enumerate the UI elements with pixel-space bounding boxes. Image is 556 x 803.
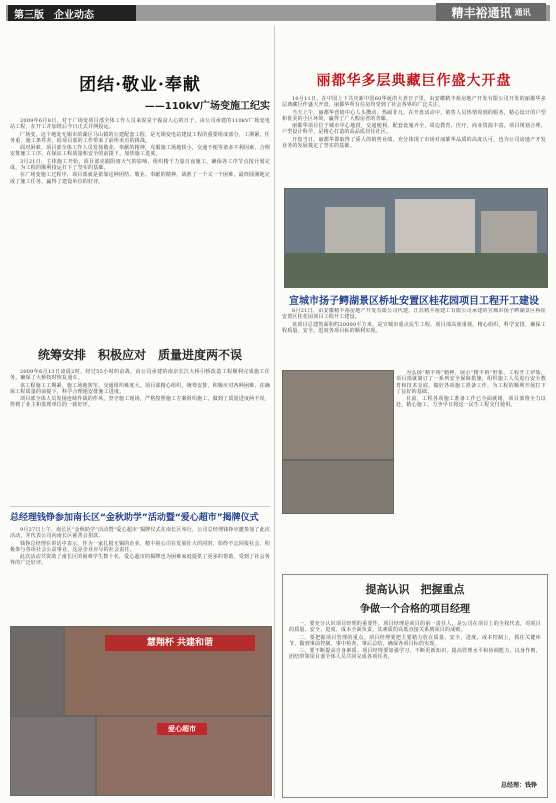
article-charity-event: [10, 510, 270, 622]
article-title: 宣城市扬子鳄湖景区桥址安置区桂花园项目工程开工建设: [289, 296, 539, 307]
newspaper-name-text: 精丰裕通讯: [451, 5, 512, 20]
paragraph: 二、要把握项目管理的重点。项目经理要把主要精力放在质量、安全、进度、成本控制上，抓住关键环节，做到事前控制、事中检查、事后总结，确保各项目标的实现。: [289, 634, 541, 647]
article-body: [10, 527, 270, 567]
building-shape: [395, 199, 475, 253]
photo-building-complex: [284, 188, 548, 288]
paragraph: 目前，工程各项施工准备工作已全面就绪，项目部将全力以赴，精心施工，力争早日将这一民生工程交付使用。: [396, 396, 546, 409]
section-name: 企业动态: [54, 9, 94, 21]
paragraph: 2009年6月13日凌晨2时，经过55小时的奋战，由公司承建的南京长江大桥引桥改造工程顺利完成施工任务，确保了大桥按时恢复通车。: [10, 369, 270, 382]
article-body: [10, 369, 270, 409]
photo-speaker: [10, 626, 64, 716]
article-body: [10, 118, 270, 185]
article-title: 总经理钱铮参加南长区“金秋助学”活动暨“爱心超市”揭牌仪式: [10, 513, 259, 523]
paragraph: 为弘扬“精丰裕”精神，展示“精丰裕”形象，工程开工伊始，项目部就制订了一系列安全保障措施，组织施工人员进行安全教育和技术交底，做好各项施工准备工作，为工程的顺利开展打下了良好的基础。: [396, 370, 546, 395]
paragraph: 9月27日上午，南长区“金秋助学”活动暨“爱心超市”揭牌仪式在南长区举行，公司总经理钱铮应邀参加了此次活动，并代表公司向南长区慈善会捐款。: [10, 527, 270, 540]
section-divider: [10, 506, 270, 507]
article-subtitle: ——110kV广场变施工纪实: [144, 101, 270, 112]
column-divider: [274, 26, 275, 798]
event-banner: 慧翔杯 共建和谐: [105, 635, 255, 651]
article-signature: 总经理：钱铮: [500, 782, 537, 789]
article-project-manager: [289, 581, 541, 791]
paragraph: 一、要充分认识项目经理的重要性。项目经理是项目的第一责任人，是公司在项目上的全权代表，对项目的质量、安全、进度、成本全面负责，其素质的高低直接关系到项目的成败。: [289, 621, 541, 634]
section-label: [8, 5, 136, 21]
article-title: 丽都华多层典藏巨作盛大开盘: [316, 73, 512, 89]
paragraph: 丽都华项目位于城市中心地段，交通便利，配套设施齐全，周边教育、医疗、商业资源丰富。项目规划合理，户型设计科学，是精心打造的高品质居住社区。: [282, 123, 546, 136]
article-bridge-project: [10, 346, 270, 504]
article-title: 团结·敬业·奉献: [79, 75, 201, 95]
paragraph: 面对困难，项目部全体工作人员发扬敬业、奉献的精神，克服施工场地狭小，交通不便等诸多不利因素，合理安排施工工序，在保证工程质量和安全的前提下，加快施工进度。: [10, 145, 270, 158]
paragraph: 3月21日，主体施工开始，项目部克服阴雨天气的影响，组织精干力量日夜施工，确保各工序节点按计划完成，为工程的顺利投运打下了坚实的基础。: [10, 158, 270, 172]
paragraph: 在广场变施工过程中，项目部就是依靠这种团结、敬业、奉献的精神，战胜了一个又一个困难，最终圆满地完成了施工任务，赢得了建设单位的好评。: [10, 172, 270, 185]
photo-ribbon-cutting: [96, 716, 272, 796]
photo-guest: [10, 716, 96, 796]
paragraph: 2009年6月8日，对于广场变项目部全体工作人员来说是个振奋人心的日子，由公司承建的110kV广场变电站工程，在开工并加班后今日正式并网投运。: [10, 118, 270, 131]
article-guangchang-substation: [10, 70, 270, 340]
paragraph: 广场变，这个地处无锡市滨湖区马山镇的公建配套工程，是无锡变电站建设工程的重要组成部分，工期紧，任务重，施工条件差，给项目部的工作带来了前所未有的挑战。: [10, 131, 270, 144]
article-guihua-body-top: [282, 308, 546, 368]
paragraph: 三、要不断提高自身素质。项目经理要加强学习，不断更新知识，提高管理水平和协调能力，以身作则，团结带领项目部全体人员共同完成各项任务。: [289, 648, 541, 661]
article-project-manager-box: [282, 574, 548, 798]
photo-ground: [285, 253, 547, 287]
paragraph: 8月21日，由安徽精丰裕房地产开发有限公司代建、江苏精丰裕建工有限公司承建的宣城市扬子鳄湖景区桥址安置区桂花园项目工程开工建设。: [282, 308, 546, 321]
article-title: 统筹安排 积极应对 质量进度两不误: [37, 348, 242, 362]
paragraph: 10月11日，在中国上下共庆新中国60华诞的大喜日子里，由安徽精丰裕房地产开发有限公司开发的丽都华多层典藏巨作盛大开盘，丽都华所有住房均受到了社会各界的广泛关注。: [282, 96, 546, 109]
building-shape: [481, 211, 537, 253]
paragraph: 该项目总建筑面积约20000平方米，是宣城市重点民生工程。项目部高度重视，精心组织，科学安排，确保工程质量、安全、进度各项目标的顺利实现。: [282, 321, 546, 334]
photo-construction-crowd: [282, 370, 394, 460]
section-number: 第三版: [14, 9, 44, 21]
paragraph: 该工程施工工期紧，施工场地狭窄，交通组织难度大。项目部精心组织，统筹安排，积极应对各种困难，在确保工程质量的前提下，科学合理地安排施工进度。: [10, 382, 270, 395]
photo-event-stage: [64, 626, 272, 716]
article-body: [396, 370, 546, 409]
article-body: [282, 308, 546, 334]
paragraph: 开盘当日，丽都华即取得了骄人的销售业绩，充分体现了市场对丽都华品质的高度认可，也为公司房地产开发业务的发展奠定了坚实的基础。: [282, 136, 546, 150]
photo-construction-site: [282, 460, 394, 514]
paragraph: 此次活动共资助了南长区的困难学生数十名，爱心超市的揭牌也为困难家庭提供了更多的帮助，受到了社会各界的广泛好评。: [10, 554, 270, 567]
building-shape: [325, 207, 385, 253]
article-body: [289, 621, 541, 661]
article-body: [282, 96, 546, 149]
newspaper-name: 精丰裕通讯 通讯: [436, 3, 546, 21]
page-header: [0, 0, 556, 22]
event-sign: 爱心超市: [157, 723, 207, 735]
paragraph: 项目部全体人员发扬连续作战的作风，坚守施工现场，严格按照施工方案组织施工，做到了质量进度两不误，得到了业主和监理单位的一致好评。: [10, 396, 270, 409]
article-subtitle: 争做一个合格的项目经理: [360, 604, 470, 615]
article-title: 提高认识 把握重点: [365, 583, 465, 596]
paragraph: 钱铮总经理在讲话中表示，作为一家扎根无锡的企业，精丰裕公司在发展壮大的同时，始终不忘回报社会，积极参与各项社会公益事业，这是企业应尽的社会责任。: [10, 540, 270, 553]
article-guihua-body: [396, 370, 546, 510]
paragraph: 当天上午，丽都华营销中心人头攒动，热闹非凡。在开盘活动中，销售人员热情周到的服务，精心设计的户型和优美的小区环境，赢得了广大购房者的青睐。: [282, 109, 546, 122]
